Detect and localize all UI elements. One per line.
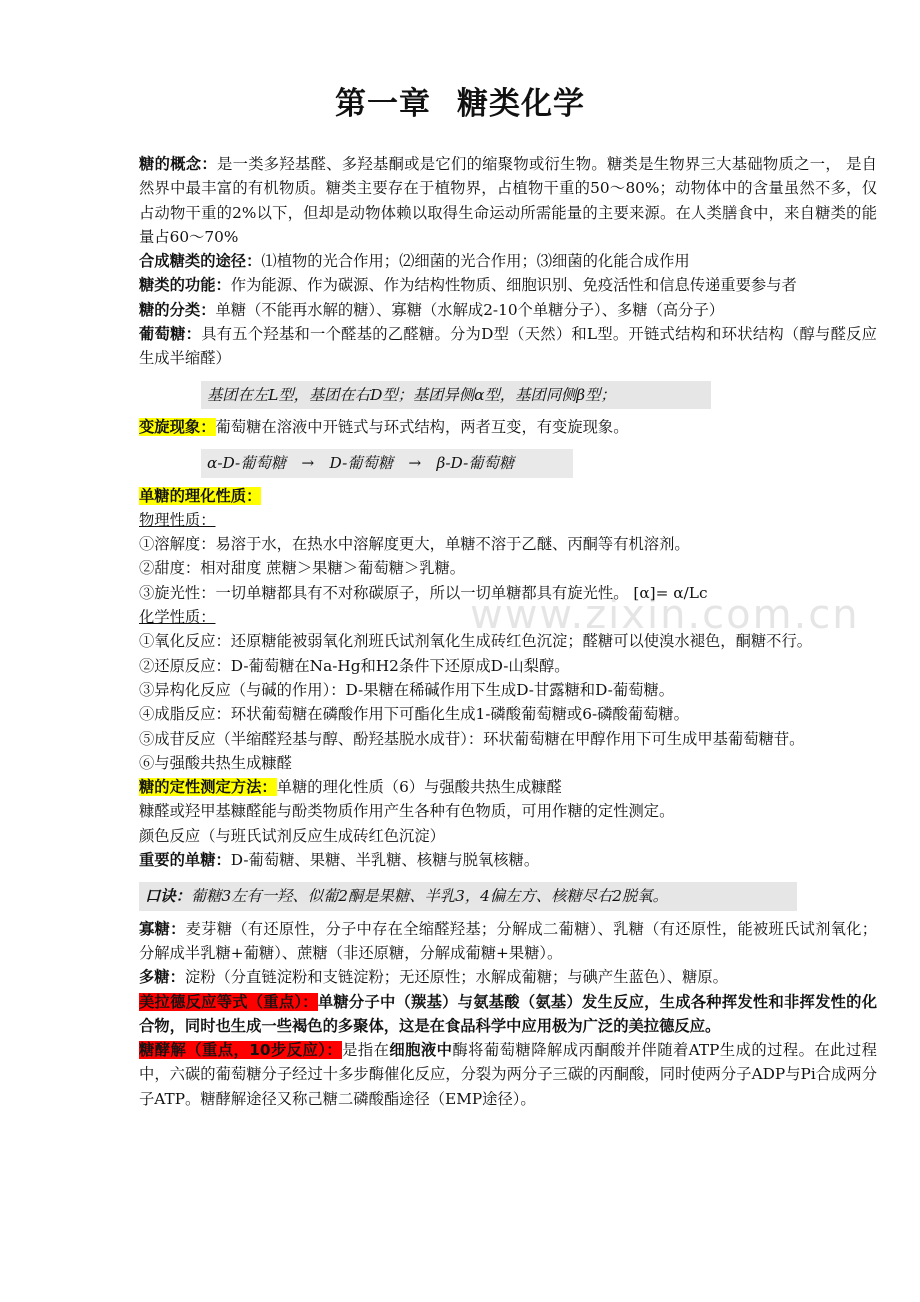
label-glucose: 葡萄糖： (139, 325, 202, 344)
physical-item: ③旋光性：一切单糖都具有不对称碳原子，所以一切单糖都具有旋光性。 [α]= α/Lc (139, 583, 708, 602)
label-mutarotation: 变旋现象： (139, 417, 216, 436)
chemical-item: ②还原反应：D-葡萄糖在Na-Hg和H2条件下还原成D-山梨醇。 (139, 656, 570, 675)
text-concept: 是一类多羟基醛、多羟基酮或是它们的缩聚物或衍生物。糖类是生物界三大基础物质之一， 是自然界中最丰富的有机物质。糖类主要存在于植物界，占植物干重的50～80%；动物体中的含量虽然不多，仅占动物干重的2%以下，但却是动物体赖以取得生命运动所需能量的主要来源。在人类膳食中，来自糖类的能量占60～70% (139, 155, 877, 246)
physical-item: ②甜度：相对甜度 蔗糖＞果糖＞葡萄糖＞乳糖。 (139, 559, 466, 578)
chapter-number: 第一章 (335, 86, 431, 122)
text-synthesis: ⑴植物的光合作用；⑵细菌的光合作用；⑶细菌的化能合成作用 (261, 252, 690, 271)
text-important-mono: D-葡萄糖、果糖、半乳糖、核糖与脱氧核糖。 (230, 851, 540, 870)
text-polysaccharide: 淀粉（分直链淀粉和支链淀粉；无还原性；水解成葡糖；与碘产生蓝色）、糖原。 (184, 968, 728, 987)
heading-mono-properties (139, 484, 877, 508)
text-mutarotation: 葡萄糖在溶液中开链式与环式结构，两者互变，有变旋现象。 (215, 417, 629, 436)
text-maillard: 单糖分子中（羰基）与氨基酸（氨基）发生反应，生成各种挥发性和非挥发性的化合物，同时也生成一些褐色的多聚体，这是在食品科学中应用极为广泛的美拉德反应。 (139, 992, 877, 1035)
text-qualitative: 单糖的理化性质（6）与强酸共热生成糠醛 (276, 778, 562, 797)
label-mnemonic: 口诀： (145, 887, 191, 906)
paragraph-maillard (139, 990, 877, 1039)
chemical-item: ④成脂反应：环状葡萄糖在磷酸作用下可酯化生成1-磷酸葡萄糖或6-磷酸葡萄糖。 (139, 705, 689, 724)
paragraph-function (139, 273, 877, 297)
heading-mono-properties-text: 单糖的理化性质： (139, 486, 262, 505)
label-qualitative: 糖的定性测定方法： (139, 778, 277, 797)
paragraph-important-mono (139, 848, 877, 872)
text-function: 作为能源、作为碳源、作为结构性物质、细胞识别、免疫活性和信息传递重要参与者 (230, 276, 797, 295)
label-important-mono: 重要的单糖： (139, 851, 231, 870)
paragraph-polysaccharide (139, 965, 877, 989)
label-maillard: 美拉德反应等式（重点）： (139, 992, 318, 1011)
chemical-item: ⑥与强酸共热生成糠醛 (139, 753, 292, 772)
text-classification: 单糖（不能再水解的糖）、寡糖（水解成2-10个单糖分子）、多糖（高分子） (215, 300, 725, 319)
paragraph-oligosaccharide (139, 917, 877, 966)
paragraph-glucose (139, 322, 877, 371)
paragraph-furfural: 糠醛或羟甲基糠醛能与酚类物质作用产生各种有色物质，可用作糖的定性测定。 (139, 802, 675, 821)
text-glycolysis-pre: 是指在 (342, 1041, 390, 1060)
text-mnemonic: 葡糖3左有一羟、似葡2酮是果糖、半乳3，4偏左方、核糖尽右2脱氧。 (190, 887, 668, 906)
chapter-title (0, 78, 920, 123)
physical-item: ①溶解度：易溶于水，在热水中溶解度更大，单糖不溶于乙醚、丙酮等有机溶剂。 (139, 535, 690, 554)
paragraph-color-reaction: 颜色反应（与班氏试剂反应生成砖红色沉淀） (139, 826, 445, 845)
label-glycolysis: 糖酵解（重点，10步反应）： (139, 1041, 343, 1060)
paragraph-qualitative (139, 775, 877, 799)
heading-physical-text: 物理性质： (139, 510, 216, 529)
text-glycolysis-bold: 细胞液中 (389, 1041, 453, 1060)
chemical-item: ③异构化反应（与碱的作用）：D-果糖在稀碱作用下生成D-甘露糖和D-葡萄糖。 (139, 680, 675, 699)
paragraph-glycolysis (139, 1038, 877, 1111)
paragraph-mutarotation (139, 415, 877, 439)
text-oligosaccharide: 麦芽糖（有还原性，分子中存在全缩醛羟基；分解成二葡糖）、乳糖（有还原性，能被班氏试剂氧化；分解成半乳糖+葡糖）、蔗糖（非还原糖，分解成葡糖+果糖）。 (139, 919, 877, 962)
heading-physical (139, 508, 877, 532)
label-function: 糖类的功能： (139, 276, 231, 295)
paragraph-synthesis (139, 249, 877, 273)
watermark: www.zixin.com.cn (470, 592, 860, 638)
paragraph-concept (139, 152, 877, 249)
note-box-configuration: 基团在左L型，基团在右D型；基团异侧α型，基团同侧β型； (201, 381, 711, 409)
heading-chemical (139, 605, 877, 629)
note-box-anomer: α-D-葡萄糖 → D-葡萄糖 → β-D-葡萄糖 (201, 449, 573, 477)
label-concept: 糖的概念： (139, 155, 217, 173)
document-body (139, 152, 877, 1111)
text-glycolysis: 酶将葡萄糖降解成丙酮酸并伴随着ATP生成的过程。在此过程中，六碳的葡萄糖分子经过十多步酶催化反应，分裂为两分子三碳的丙酮酸，同时使两分子ADP与Pi合成两分子ATP。糖酵解途径又称己糖二磷酸酯途径（EMP途径）。 (139, 1041, 877, 1108)
chemical-item: ①氧化反应：还原糖能被弱氧化剂班氏试剂氧化生成砖红色沉淀；醛糖可以使溴水褪色，酮糖不行。 (139, 632, 813, 651)
label-classification: 糖的分类： (139, 300, 216, 319)
label-polysaccharide: 多糖： (139, 968, 185, 987)
label-synthesis: 合成糖类的途径： (139, 252, 262, 271)
text-glucose: 具有五个羟基和一个醛基的乙醛糖。分为D型（天然）和L型。开链式结构和环状结构（醇与醛反应生成半缩醛） (139, 325, 877, 368)
chapter-name: 糖类化学 (457, 86, 585, 122)
paragraph-classification (139, 298, 877, 322)
chemical-item: ⑤成苷反应（半缩醛羟基与醇、酚羟基脱水成苷）：环状葡萄糖在甲醇作用下可生成甲基葡萄糖苷。 (139, 729, 805, 748)
heading-chemical-text: 化学性质： (139, 608, 216, 627)
note-box-mnemonic (139, 882, 797, 910)
label-oligosaccharide: 寡糖： (139, 919, 186, 938)
